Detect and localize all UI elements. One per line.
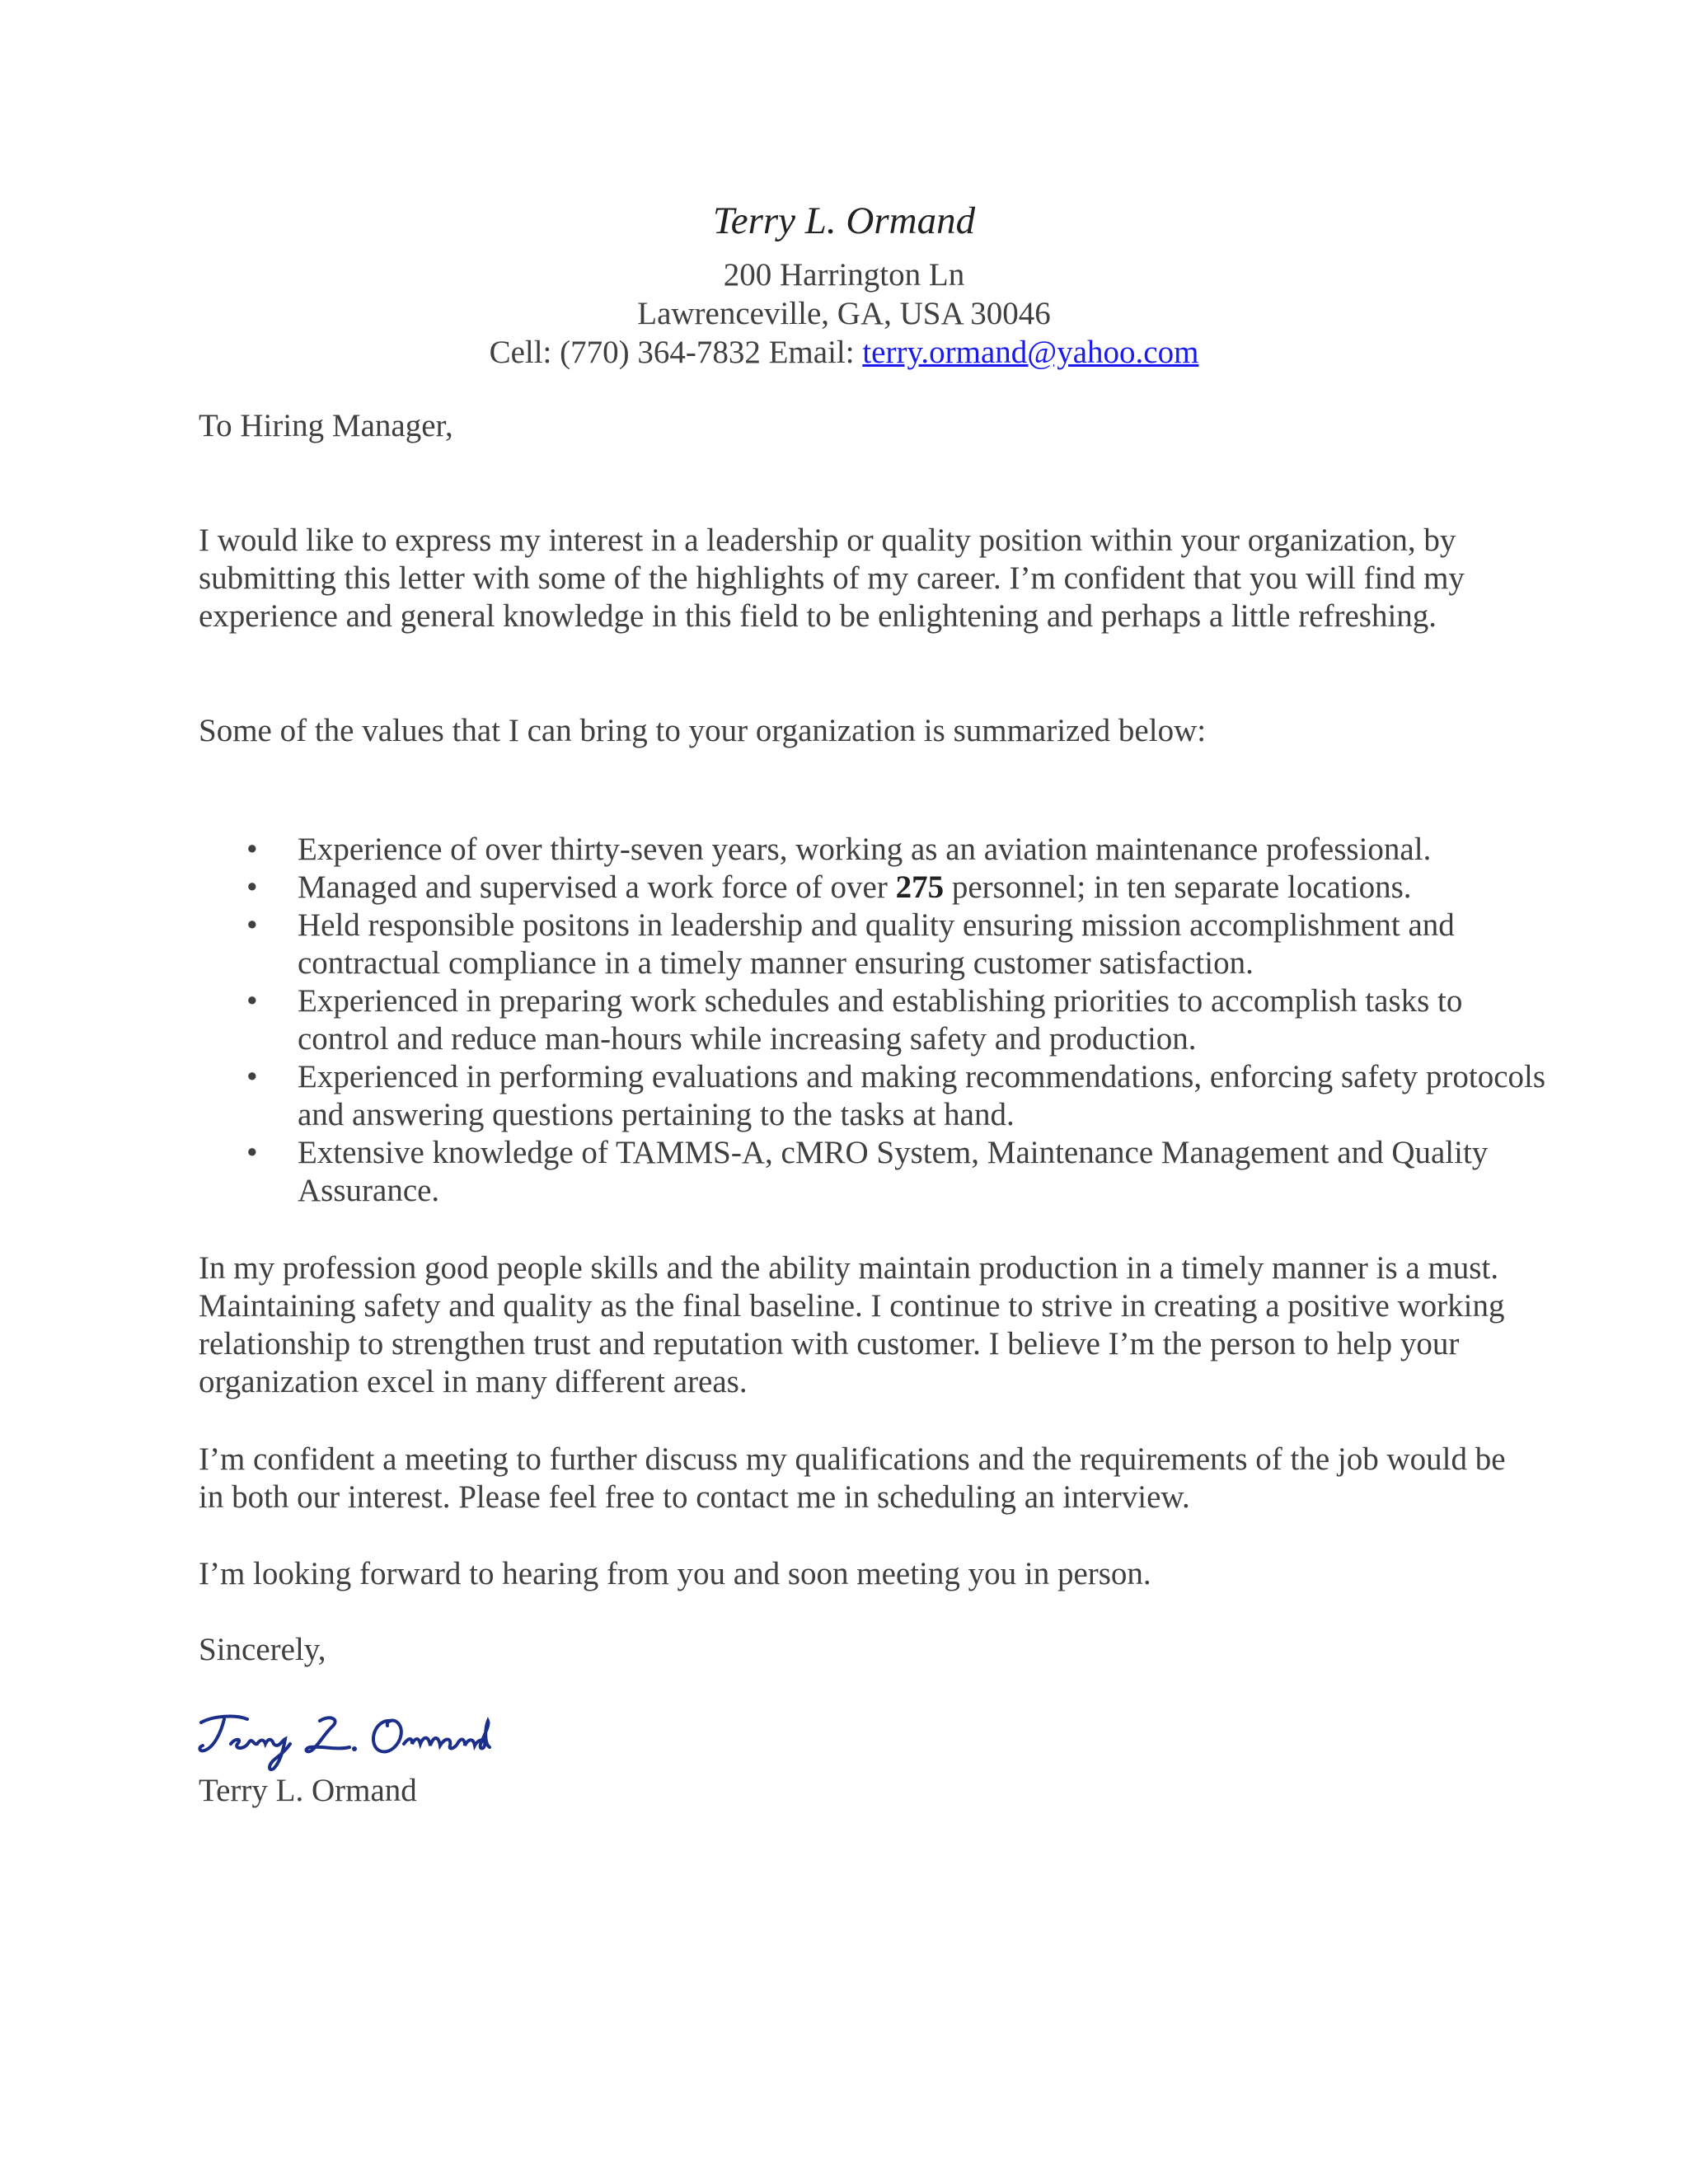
salutation: To Hiring Manager,: [199, 408, 453, 443]
address-line-1: 200 Harrington Ln: [723, 257, 965, 293]
list-item-text: Held responsible positons in leadership and quality ensuring mission accomplishment and contractual compliance in a timely manner ensuring customer satisfaction.: [298, 907, 1455, 981]
intro-paragraph: I would like to express my interest in a leadership or quality position within your organization, by submitting this letter with some of the highlights of my career. I’m confident that you will find my experience and general knowledge in this field to be enlightening and perhaps a little refreshing.: [199, 523, 1465, 634]
bullet-icon: •: [246, 983, 258, 1019]
list-item: [199, 982, 1559, 1058]
email-link[interactable]: terry.ormand@yahoo.com: [862, 335, 1199, 370]
profession-paragraph: In my profession good people skills and the ability maintain production in a timely manner is a must. Maintaining safety and quality as the final baseline. I continue to strive in creating a positive working relationship to strengthen trust and reputation with customer. I believe I’m the person to help your organization excel in many different areas.: [199, 1250, 1505, 1399]
list-item: [199, 1058, 1559, 1134]
list-item: [199, 831, 1559, 869]
letter-header: [0, 194, 1688, 372]
closing: Sincerely,: [199, 1632, 326, 1667]
list-item-text: personnel; in ten separate locations.: [944, 869, 1412, 905]
bullet-icon: •: [246, 907, 258, 943]
list-item: [199, 1134, 1559, 1210]
forward-paragraph: I’m looking forward to hearing from you and soon meeting you in person.: [199, 1556, 1151, 1591]
list-item: [199, 869, 1559, 907]
sender-name: Terry L. Ormand: [712, 199, 976, 242]
list-item-text: Experienced in performing evaluations and making recommendations, enforcing safety protocols and answering questions pertaining to the tasks at hand.: [298, 1059, 1546, 1132]
bullet-icon: •: [246, 1059, 258, 1094]
highlights-list: [199, 831, 1559, 1210]
personnel-count: 275: [895, 869, 945, 905]
bullet-icon: •: [246, 1135, 258, 1170]
values-intro: Some of the values that I can bring to your organization is summarized below:: [199, 713, 1207, 748]
meeting-paragraph: I’m confident a meeting to further discuss my qualifications and the requirements of the job would be in both our interest. Please feel free to contact me in scheduling an interview.: [199, 1441, 1506, 1515]
list-item-text: Experienced in preparing work schedules and establishing priorities to accomplish tasks to control and reduce man-hours while increasing safety and production.: [298, 983, 1463, 1057]
list-item-text: Extensive knowledge of TAMMS-A, cMRO System, Maintenance Management and Quality Assurance.: [298, 1135, 1489, 1208]
contact-prefix: Cell: (770) 364-7832 Email:: [489, 335, 863, 370]
handwritten-signature: [196, 1708, 493, 1774]
bullet-icon: •: [246, 869, 258, 905]
list-item-text: Managed and supervised a work force of over: [298, 869, 896, 905]
address-line-2: Lawrenceville, GA, USA 30046: [637, 296, 1051, 331]
contact-line: [0, 333, 1688, 372]
typed-name: Terry L. Ormand: [199, 1773, 417, 1808]
list-item-text: Experience of over thirty-seven years, working as an aviation maintenance professional.: [298, 832, 1432, 867]
bullet-icon: •: [246, 832, 258, 867]
list-item: [199, 907, 1559, 982]
